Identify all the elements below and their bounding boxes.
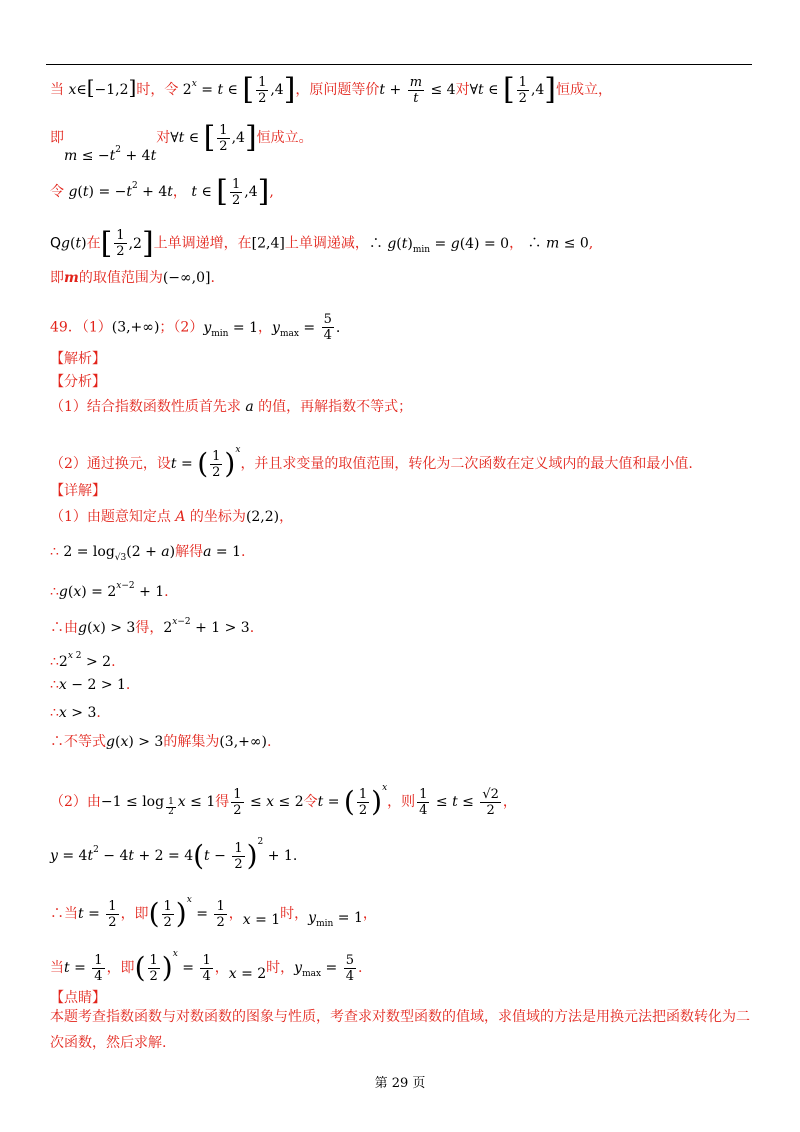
- detail-9: （2）由−1 ≤ log $_{\frac{1}{2}}$ x ≤ 1得 $\frac{1}{2}$ ≤ x ≤ 2令t = ( $\frac{1}{2}$ )$^x$，则 $\frac{1}{4}$ ≤ t ≤ $\frac{√2}{2}$ ，: [50, 783, 517, 818]
- detail-12: 当t = $\frac{1}{4}$ ，即( $\frac{1}{2}$ )$^x$ = $\frac{1}{4}$ ，x = 2时，$y_{max}$ = $\frac{5}{4}$ .: [50, 949, 363, 984]
- text: 当: [50, 82, 64, 98]
- text: ∴不等式: [50, 734, 106, 750]
- detail-3: ∴g(x) = $2^{x-2} + 1$.: [50, 581, 169, 600]
- text: m: [64, 270, 79, 286]
- line-2b: $m \le -t^2 + 4t$对∀t ∈ [ $\frac{1}{2}$ ,4]恒成立。: [64, 120, 313, 164]
- text: .: [292, 848, 298, 864]
- text: ∴: [50, 654, 59, 670]
- header-rule: [46, 64, 752, 65]
- text: ∴当: [50, 906, 78, 922]
- text: 的值，再解指数不等式；: [258, 399, 413, 415]
- text: ，即: [120, 906, 149, 922]
- analysis-1: （1）结合指数函数性质首先求 a 的值，再解指数不等式；: [50, 399, 413, 415]
- text: 令: [303, 794, 318, 810]
- detail-6: ∴x − 2 > 1.: [50, 677, 131, 693]
- line-2: [50, 128, 64, 148]
- text: ,: [269, 184, 274, 200]
- text: ，: [214, 960, 229, 976]
- text: .: [210, 270, 215, 286]
- text: 在: [86, 235, 101, 252]
- text: 的取值范围为: [78, 270, 163, 286]
- section-dianjing: 【点睛】: [50, 990, 106, 1006]
- text: 对: [156, 130, 171, 146]
- text: 得: [215, 794, 230, 810]
- text: ，则: [387, 794, 416, 810]
- text: ，即: [106, 960, 135, 976]
- summary-paragraph: 本题考查指数函数与对数函数的图象与性质，考查求对数型函数的值域，求值域的方法是用换元法把函数转化为二次函数，然后求解.: [50, 1009, 750, 1051]
- detail-2: ∴ $2 = \log_{√3}(2 + a)$解得a = 1.: [50, 544, 246, 563]
- detail-4: ∴由g(x) > 3得，$2^{x-2} + 1 > 3$.: [50, 617, 255, 636]
- text: .: [249, 620, 255, 636]
- text: 时，: [280, 906, 309, 922]
- detail-11: ∴当t = $\frac{1}{2}$ ，即( $\frac{1}{2}$ )$^x$ = $\frac{1}{2}$ ，x = 1时，$y_{min} = 1$，: [50, 895, 377, 930]
- analysis-2: （2）通过换元，设t = ( $\frac{1}{2}$ )$^x$，并且求变量的取值范围，转化为二次函数在定义域内的最大值和最小值.: [50, 445, 693, 480]
- detail-10: $y = 4t^2 - 4t + 2 = 4(t$ − $\frac{1}{2}$ )$^2$ + 1.: [50, 837, 298, 872]
- page-number: 第 29 页: [374, 1076, 426, 1091]
- text: ，并且求变量的取值范围，转化为二次函数在定义域内的最大值和最小值.: [240, 456, 693, 472]
- text: 时，令: [136, 82, 179, 98]
- text: ∴: [50, 677, 59, 693]
- detail-1: （1）由题意知定点 A 的坐标为(2,2)，: [50, 509, 294, 525]
- text: ，: [228, 906, 243, 922]
- text: 得，: [135, 620, 164, 636]
- text: 恒成立。: [256, 130, 313, 146]
- text: 上单调递减，: [284, 235, 369, 252]
- text: （2）由: [50, 794, 101, 810]
- text: 上单调递增，在: [153, 235, 252, 252]
- answer-49: 49．（1）(3,+∞)；$(2)y_{min} = 1$，$y_{max}$ = $\frac{5}{4}$ .: [50, 312, 341, 343]
- text: ∴由: [50, 620, 78, 636]
- text: ，: [258, 319, 273, 336]
- line-3: 令 $g(t) = -t^2 + 4t$， t ∈ [ $\frac{1}{2}$ ,4],: [50, 174, 274, 209]
- text: 即: [50, 130, 64, 146]
- text: ，: [509, 235, 524, 252]
- text: ，: [362, 906, 377, 922]
- text: ∴: [50, 544, 59, 560]
- text: ∴: [50, 705, 59, 721]
- line-5: 即m的取值范围为(−∞,0].: [50, 270, 215, 286]
- text: .: [267, 734, 272, 750]
- text: （1）由题意知定点: [50, 509, 176, 525]
- text: .: [240, 544, 246, 560]
- detail-7: ∴x > 3.: [50, 705, 101, 721]
- text: 令: [50, 184, 64, 200]
- text: 当: [50, 960, 64, 976]
- text: （1）结合指数函数性质首先求: [50, 399, 241, 415]
- text: A: [175, 509, 186, 525]
- line-4: Qg(t)在[ $\frac{1}{2}$ ,2]上单调递增，在[2,4]上单调递减，∴ $g(t)_{min} = g(4) = 0$， ∴ m ≤ 0,: [50, 225, 594, 261]
- text: .: [111, 654, 116, 670]
- line-1: 当 x∈[−1,2]时，令 $2^x = t$ ∈ [ $\frac{1}{2}$ ,4]，原问题等价t + $\frac{m}{t}$ ≤ 4对∀t ∈ [ $\frac{1}{2}$ ,4]恒成立，: [50, 72, 613, 107]
- text: ；（2）: [159, 319, 204, 336]
- text: 的解集为: [163, 734, 220, 750]
- text: 恒成立，: [556, 82, 613, 98]
- detail-8: ∴不等式g(x) > 3的解集为(3,+∞).: [50, 734, 272, 750]
- section-xiangjie: 【详解】: [50, 483, 106, 499]
- text: 即: [50, 270, 64, 286]
- text: .: [125, 677, 131, 693]
- text: 解得: [175, 544, 204, 560]
- text: 的坐标为: [185, 509, 246, 525]
- text: ∴: [50, 584, 59, 600]
- text: ，: [279, 509, 294, 525]
- text: .: [164, 584, 169, 600]
- section-jiexi: 【解析】: [50, 351, 106, 367]
- text: ，原问题等价: [295, 82, 380, 98]
- text: .: [358, 960, 363, 976]
- text: 对: [455, 82, 470, 98]
- detail-5: $\therefore 2^{x 2} > 2$.: [50, 651, 116, 670]
- question-number: 49．（1）: [50, 319, 112, 336]
- text: .: [96, 705, 101, 721]
- text: （2）通过换元，设: [50, 456, 171, 472]
- section-fenxi: 【分析】: [50, 374, 106, 390]
- text: ，: [502, 794, 517, 810]
- text: 时，: [266, 960, 295, 976]
- text: ，: [172, 184, 187, 200]
